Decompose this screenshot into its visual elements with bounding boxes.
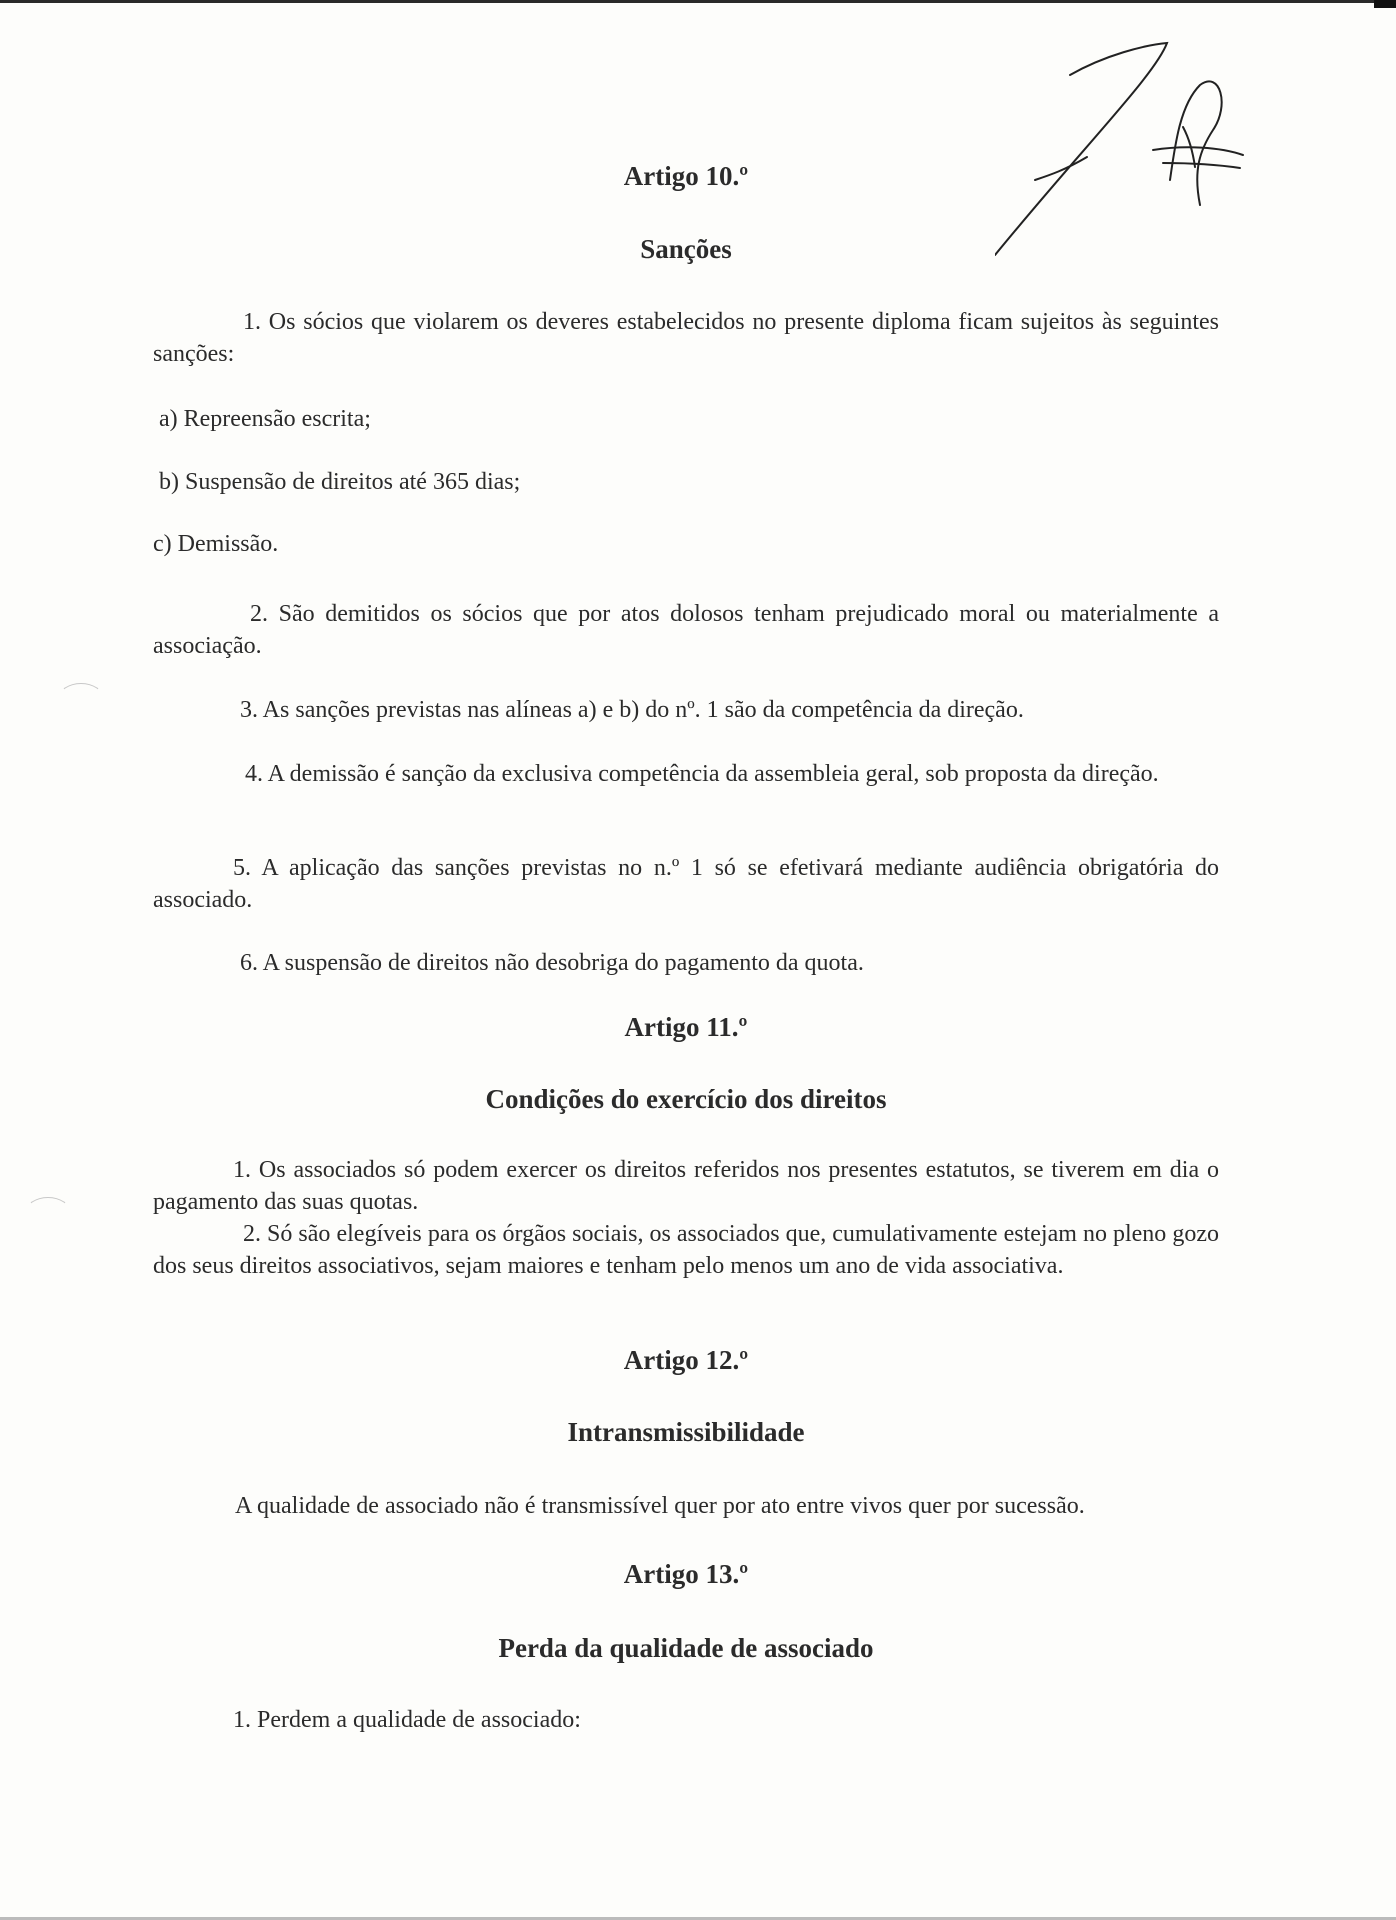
article-12-paragraph-1: A qualidade de associado não é transmissível quer por ato entre vivos quer por sucessão. [235,1493,1085,1519]
scan-top-edge [0,0,1396,3]
article-12-title: Intransmissibilidade [567,1417,805,1447]
article-10-paragraph-2: 2. São demitidos os sócios que por atos dolosos tenham prejudicado moral ou materialmente a associação. [153,601,1219,659]
article-11-title: Condições do exercício dos direitos [485,1084,887,1114]
punch-hole-mark [58,683,104,715]
handwritten-signature [995,35,1255,265]
article-10-paragraph-3: 3. As sanções previstas nas alíneas a) e b) do nº. 1 são da competência da direção. [240,697,1024,723]
article-10-heading: Artigo 10.º [623,161,749,191]
article-11-paragraph-2: 2. Só são elegíveis para os órgãos sociais, os associados que, cumulativamente estejam no pleno gozo dos seus direitos associativos, sejam maiores e tenham pelo menos um ano de vida associativa. [153,1221,1219,1279]
article-10-item-a: a) Repreensão escrita; [159,406,371,432]
punch-hole-mark [25,1197,71,1229]
article-13-paragraph-1: 1. Perdem a qualidade de associado: [233,1707,581,1733]
article-10-paragraph-4: 4. A demissão é sanção da exclusiva competência da assembleia geral, sob proposta da direção. [245,761,1159,787]
article-11-paragraph-1: 1. Os associados só podem exercer os direitos referidos nos presentes estatutos, se tiverem em dia o pagamento das suas quotas. [153,1157,1219,1215]
article-10-paragraph-6: 6. A suspensão de direitos não desobriga do pagamento da quota. [240,950,864,976]
article-10-paragraph-5: 5. A aplicação das sanções previstas no n.º 1 só se efetivará mediante audiência obrigatória do associado. [153,855,1219,913]
article-12-heading: Artigo 12.º [623,1345,749,1375]
article-10-paragraph-1: 1. Os sócios que violarem os deveres estabelecidos no presente diploma ficam sujeitos às seguintes sanções: [153,309,1219,367]
article-10-item-c: c) Demissão. [153,531,279,557]
article-13-heading: Artigo 13.º [623,1559,749,1589]
article-13-title: Perda da qualidade de associado [498,1633,874,1663]
scan-corner-mark [1374,0,1396,8]
article-10-item-b: b) Suspensão de direitos até 365 dias; [159,469,521,495]
article-11-heading: Artigo 11.º [624,1012,748,1042]
article-10-title: Sanções [640,234,732,264]
